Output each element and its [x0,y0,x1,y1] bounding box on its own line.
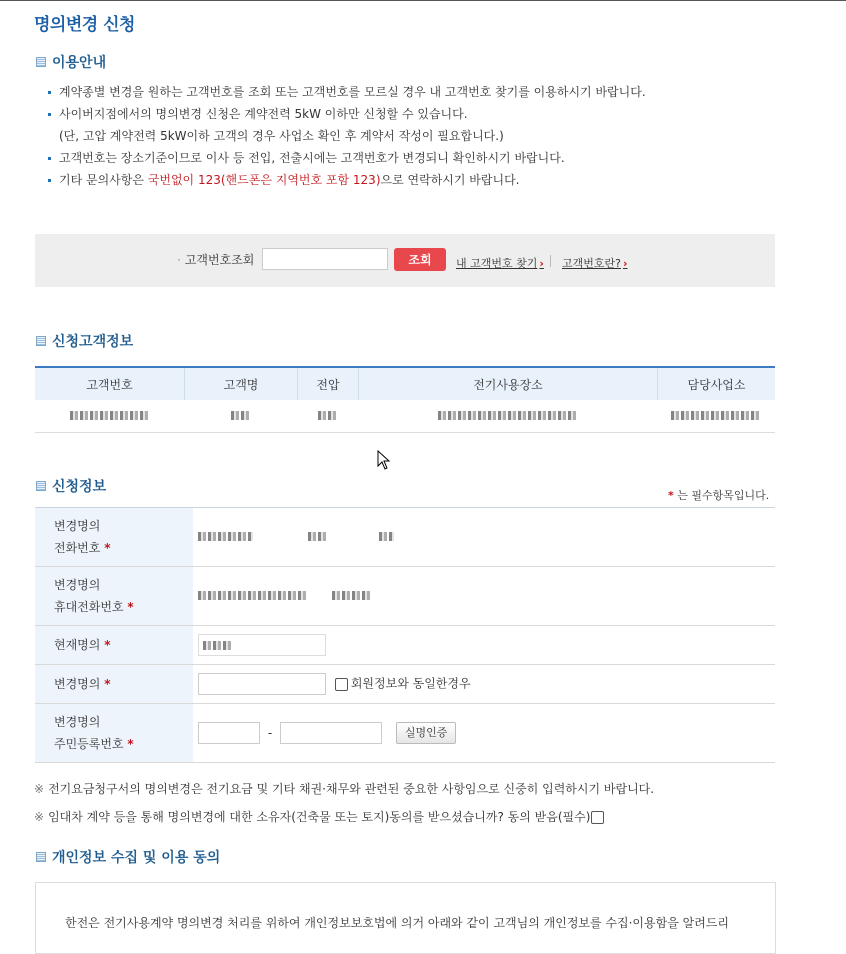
owner-consent-checkbox[interactable] [591,811,604,824]
link-separator [550,255,551,267]
rrn-label [35,704,193,763]
col-usage-location: 전기사용장소 [359,367,658,400]
current-name-value [193,626,775,665]
section-bullet-icon [36,481,46,491]
mobile-part3-field[interactable] [332,585,392,607]
notice-1-text: 전기요금청구서의 명의변경은 전기요금 및 기타 채권·채무와 관련된 중요한 사항임으로 신중히 입력하시기 바랍니다. [48,782,655,796]
cell-office-redacted [658,400,776,433]
notice-1 [34,780,654,797]
col-office: 담당사업소 [658,367,776,400]
notice-mark: ※ [34,782,45,796]
rrn-separator: - [267,725,273,740]
find-customer-number-link[interactable] [456,255,544,271]
new-name-label [35,665,193,704]
current-name-label [35,626,193,665]
col-voltage: 전압 [298,367,359,400]
required-star: * [104,541,111,555]
required-star: * [127,737,134,751]
privacy-title-text: 개인정보 수집 및 이용 동의 [52,850,221,866]
label-line: 주민등록번호 [54,737,124,751]
customer-number-input[interactable] [262,248,388,270]
mouse-cursor-icon [377,450,391,470]
customer-search-label: · 고객번호조회 [177,253,255,267]
customer-info-table [35,366,775,433]
guide-section-title [36,52,106,72]
application-form-table [35,507,775,763]
cell-voltage-redacted [298,400,359,433]
phone-label [35,508,193,567]
bullet-icon [48,113,51,116]
search-button[interactable]: 조회 [394,248,446,271]
section-bullet-icon [36,852,46,862]
form-row-phone [35,508,775,567]
guide-item-text: (단, 고압 계약전력 5kW이하 고객의 경우 사업소 확인 후 계약서 작성이 필요합니다.) [59,129,504,143]
guide-item-contact [48,169,646,191]
bullet-icon [48,179,51,182]
required-note-text: 는 필수항목입니다. [677,489,770,502]
guide-item [48,81,646,103]
notice-2-text: 임대차 계약 등을 통해 명의변경에 대한 소유자(건축물 또는 토지)동의를 받으셨습니까? 동의 받음(필수) [48,810,591,824]
form-row-mobile [35,567,775,626]
guide-item-sub [48,125,646,147]
current-name-field [198,634,326,656]
guide-item [48,103,646,125]
guide-item-text: 고객번호는 장소기준이므로 이사 등 전입, 전출시에는 고객번호가 변경되니 확인하시기 바랍니다. [59,151,565,165]
guide-title-text: 이용안내 [52,55,107,71]
phone-part3-field[interactable] [354,526,414,548]
chevron-right-icon: › [539,257,544,270]
contact-prefix: 기타 문의사항은 [59,173,148,187]
cell-customer-number-redacted [35,400,185,433]
label-line: 변경명의 [54,519,101,533]
chevron-right-icon: › [622,257,628,270]
table-header-row [35,367,775,400]
same-as-member-checkbox[interactable] [335,678,348,691]
rrn-front-input[interactable] [198,722,260,744]
form-row-current-name [35,626,775,665]
bullet-icon [48,91,51,94]
label-line: 변경명의 [54,677,101,691]
rrn-back-input[interactable] [280,722,382,744]
guide-item-text: 사이버지점에서의 명의변경 신청은 계약전력 5kW 이하만 신청할 수 있습니다. [59,107,468,121]
form-row-new-name [35,665,775,704]
application-title-text: 신청정보 [52,479,107,495]
page-title: 명의변경 신청 [34,15,135,35]
same-as-member-label: 회원정보와 동일한경우 [350,676,471,691]
cell-usage-location-redacted [359,400,658,433]
rrn-value [193,704,775,763]
mobile-value [193,567,775,626]
mobile-label [35,567,193,626]
new-name-input[interactable] [198,673,326,695]
notice-2 [34,808,607,825]
required-star: * [127,600,134,614]
bullet-icon [48,157,51,160]
required-field-note [668,487,769,503]
customer-title-text: 신청고객정보 [52,334,134,350]
contact-suffix: 으로 연락하시기 바랍니다. [380,173,520,187]
application-section-title [36,476,106,496]
mobile-number-field[interactable] [198,585,328,607]
guide-list [48,81,646,191]
required-star: * [104,638,111,652]
section-bullet-icon [36,57,46,67]
label-line: 전화번호 [54,541,101,555]
find-link-text: 내 고객번호 찾기 [456,257,538,270]
label-line: 변경명의 [54,715,101,729]
what-link-text: 고객번호란? [562,257,621,270]
real-name-verify-button[interactable]: 실명인증 [396,722,457,744]
notice-mark: ※ [34,810,45,824]
label-line: 변경명의 [54,578,101,592]
privacy-consent-text: 한전은 전기사용계약 명의변경 처리를 위하여 개인정보보호법에 의거 아래와 같이 고객님의 개인정보를 수집·이용함을 알려드리 [65,916,729,930]
section-bullet-icon [36,336,46,346]
label-line: 휴대전화번호 [54,600,124,614]
new-name-value [193,665,775,704]
table-row [35,400,775,433]
phone-value [193,508,775,567]
form-row-rrn [35,704,775,763]
phone-part2-field[interactable] [278,526,340,548]
contact-number: 국번없이 123(핸드폰은 지역번호 포함 123) [147,173,381,187]
col-customer-number: 고객번호 [35,367,185,400]
required-star: * [104,677,111,691]
privacy-section-title [36,847,220,867]
guide-item [48,147,646,169]
phone-part1-field[interactable] [198,526,264,548]
customer-search-label-text: 고객번호조회 [184,253,255,267]
what-is-customer-number-link[interactable] [562,255,628,271]
guide-item-text: 계약종별 변경을 원하는 고객번호를 조회 또는 고객번호를 모르실 경우 내 고객번호 찾기를 이용하시기 바랍니다. [59,85,646,99]
required-star: * [668,489,674,502]
cell-customer-name-redacted [185,400,298,433]
label-line: 현재명의 [54,638,101,652]
col-customer-name: 고객명 [185,367,298,400]
customer-section-title [36,331,133,351]
